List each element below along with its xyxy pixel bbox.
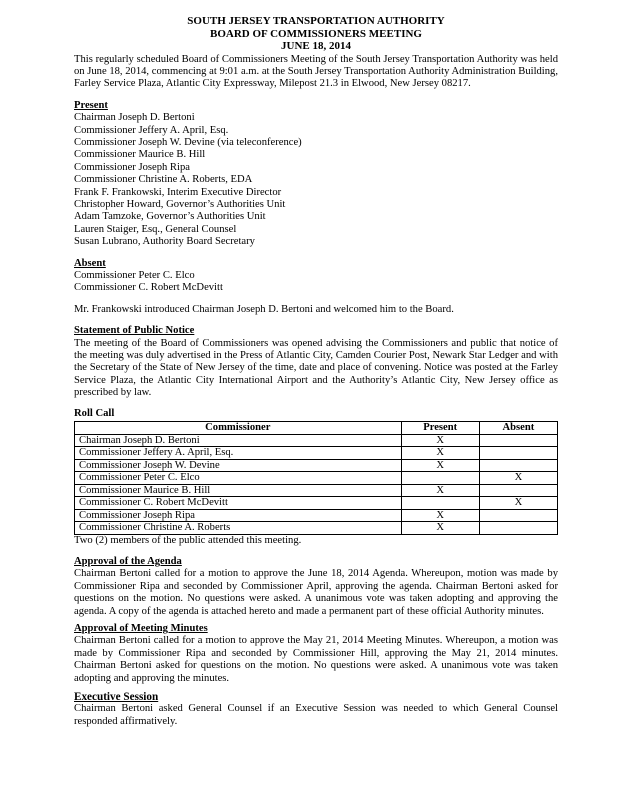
absent-mark — [479, 434, 557, 447]
minutes-heading: Approval of Meeting Minutes — [74, 623, 208, 634]
column-header: Present — [401, 422, 479, 435]
table-row — [75, 522, 558, 535]
executive-section — [74, 691, 558, 728]
table-row — [75, 509, 558, 522]
absent-mark — [479, 522, 557, 535]
list-item: Frank F. Frankowski, Interim Executive Director — [74, 186, 282, 198]
column-header: Commissioner — [75, 422, 402, 435]
table-row — [75, 434, 558, 447]
list-item: Commissioner Joseph W. Devine (via teleconference) — [74, 136, 302, 148]
table-row — [75, 447, 558, 460]
header-date: JUNE 18, 2014 — [281, 40, 351, 52]
present-list — [74, 112, 558, 248]
list-item: Christopher Howard, Governor’s Authorities Unit — [74, 198, 286, 210]
list-item: Commissioner C. Robert McDevitt — [74, 282, 223, 294]
list-item: Commissioner Joseph Ripa — [74, 161, 190, 173]
executive-heading: Executive Session — [74, 691, 159, 704]
header-title-line1: SOUTH JERSEY TRANSPORTATION AUTHORITY — [187, 15, 445, 27]
list-item: Lauren Staiger, Esq., General Counsel — [74, 223, 237, 235]
present-mark — [401, 472, 479, 485]
list-item: Commissioner Jeffery A. April, Esq. — [74, 124, 229, 136]
present-heading: Present — [74, 99, 108, 111]
document-page — [74, 15, 558, 728]
table-row — [75, 472, 558, 485]
list-item: Chairman Joseph D. Bertoni — [74, 112, 195, 124]
absent-mark: X — [479, 497, 557, 510]
public-attendance-note: Two (2) members of the public attended this meeting. — [74, 534, 302, 546]
table-row — [75, 484, 558, 497]
commissioner-name: Commissioner C. Robert McDevitt — [75, 497, 402, 510]
commissioner-name: Commissioner Joseph W. Devine — [75, 459, 402, 472]
present-mark: X — [401, 459, 479, 472]
list-item: Commissioner Maurice B. Hill — [74, 149, 206, 161]
agenda-section — [74, 556, 558, 618]
list-item: Adam Tamzoke, Governor’s Authorities Unit — [74, 211, 266, 223]
absent-mark: X — [479, 472, 557, 485]
present-mark: X — [401, 484, 479, 497]
public-notice-text: The meeting of the Board of Commissioners was opened advising the Commissioners and public that notice of the meeting was duly advertised in the Press of Atlantic City, Camden Courier Post, Newark Star Ledger and with the Secretary of the State of New Jersey of the time, date and place of convening. Notice was posted at the Farley Service Plaza, the Atlantic City International Airport and the Authority’s Atlantic City, New Jersey office as prescribed by law. — [74, 337, 558, 399]
present-section — [74, 100, 558, 249]
header-title-line2: BOARD OF COMMISSIONERS MEETING — [210, 27, 422, 40]
absent-section — [74, 258, 558, 295]
commissioner-name: Commissioner Joseph Ripa — [75, 509, 402, 522]
absent-mark — [479, 509, 557, 522]
minutes-text: Chairman Bertoni called for a motion to approve the May 21, 2014 Meeting Minutes. Whereupon, a motion was made by Commissioner Ripa and seconded by Commissioner Hill, approving the May 21, 2014 minutes. Chairman Bertoni asked for questions on the motion. No questions were asked. A unanimous vote was taken adopting and approving the minutes. — [74, 635, 558, 684]
absent-mark — [479, 484, 557, 497]
commissioner-name: Commissioner Maurice B. Hill — [75, 484, 402, 497]
absent-heading: Absent — [74, 257, 106, 269]
commissioner-name: Commissioner Jeffery A. April, Esq. — [75, 447, 402, 460]
present-mark: X — [401, 434, 479, 447]
executive-text: Chairman Bertoni asked General Counsel if an Executive Session was needed to which General Counsel responded affirmatively. — [74, 703, 558, 727]
column-header: Absent — [479, 422, 557, 435]
commissioner-name: Commissioner Peter C. Elco — [75, 472, 402, 485]
public-notice-section — [74, 325, 558, 399]
intro-paragraph: This regularly scheduled Board of Commissioners Meeting of the South Jersey Transportation Authority was held on June 18, 2014, commencing at 9:01 a.m. at the South Jersey Transportation Authority Administration Building, Farley Service Plaza, Atlantic City Expressway, Milepost 21.3 in Elwood, New Jersey 08217. — [74, 53, 558, 90]
list-item: Commissioner Christine A. Roberts, EDA — [74, 174, 253, 186]
public-notice-heading: Statement of Public Notice — [74, 325, 195, 337]
absent-mark — [479, 447, 557, 460]
present-mark: X — [401, 447, 479, 460]
intro-note: Mr. Frankowski introduced Chairman Joseph D. Bertoni and welcomed him to the Board. — [74, 303, 454, 315]
commissioner-name: Commissioner Christine A. Roberts — [75, 522, 402, 535]
list-item: Commissioner Peter C. Elco — [74, 270, 195, 281]
absent-list — [74, 270, 558, 295]
present-mark: X — [401, 509, 479, 522]
minutes-section — [74, 623, 558, 685]
roll-call-title: Roll Call — [74, 407, 115, 419]
present-mark — [401, 497, 479, 510]
present-mark: X — [401, 522, 479, 535]
table-header-row — [75, 422, 558, 435]
table-row — [75, 497, 558, 510]
agenda-text: Chairman Bertoni called for a motion to approve the June 18, 2014 Agenda. Whereupon, motion was made by Commissioner Ripa and seconded by Commissioner April, approving the agenda. Chairman Bertoni asked for questions on the motion. No questions were asked. A unanimous vote was taken adopting and approving the agenda. A copy of the agenda is attached hereto and made a permanent part of these official Authority minutes. — [74, 568, 558, 617]
list-item: Susan Lubrano, Authority Board Secretary — [74, 236, 255, 248]
table-row — [75, 459, 558, 472]
roll-call-table — [74, 421, 558, 535]
agenda-heading: Approval of the Agenda — [74, 555, 182, 567]
commissioner-name: Chairman Joseph D. Bertoni — [75, 434, 402, 447]
absent-mark — [479, 459, 557, 472]
